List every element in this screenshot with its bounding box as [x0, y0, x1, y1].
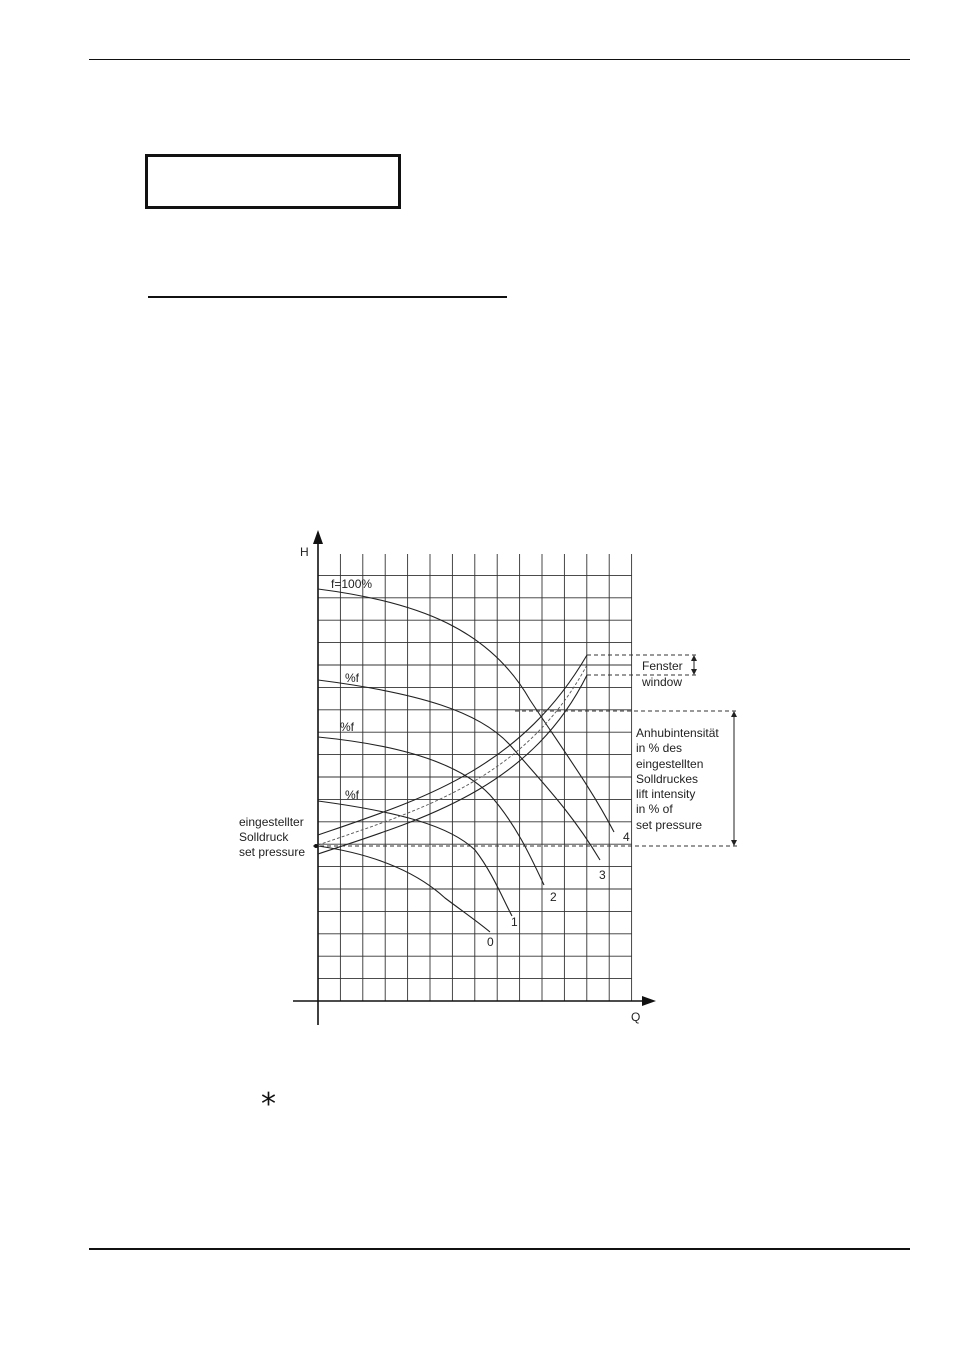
lift-label-line-1: Anhubintensität [636, 726, 719, 740]
diagram-grid [318, 554, 632, 1001]
axes [293, 540, 648, 1025]
set-pressure-label-line-3: set pressure [239, 845, 306, 859]
window-label-en: window [642, 675, 683, 689]
curve-label-pct-c: %f [345, 788, 360, 802]
lift-label-line-5: lift intensity [636, 787, 696, 801]
curve-number-1: 1 [511, 915, 518, 929]
curve-3 [318, 680, 600, 860]
curve-2 [318, 737, 544, 885]
curve-label-pct-b: %f [340, 720, 355, 734]
y-axis-arrow [313, 530, 323, 544]
x-axis-label: Q [631, 1010, 641, 1024]
set-pressure-label-line-1: eingestellter [239, 815, 304, 829]
curve-1 [318, 801, 512, 916]
dimension-markers [694, 656, 734, 845]
window-label-de: Fenster [642, 659, 683, 673]
lift-label-line-6: in % of [636, 802, 673, 816]
y-axis-label: H [300, 545, 309, 559]
lift-label-line-4: Solldruckes [636, 772, 699, 786]
set-pressure-label-line-2: Solldruck [239, 830, 289, 844]
curve-number-4: 4 [623, 830, 630, 844]
lift-label-line-3: eingestellten [636, 757, 704, 771]
curve-number-2: 2 [550, 890, 557, 904]
curve-label-pct-a: %f [345, 671, 360, 685]
set-pressure-dot [314, 844, 318, 848]
lift-label-line-2: in % des [636, 741, 683, 755]
x-axis-arrow [642, 996, 656, 1006]
footnote-asterisk: * [261, 1087, 276, 1122]
curve-label-top: f=100% [331, 577, 373, 591]
curve-number-3: 3 [599, 868, 606, 882]
curve-number-0: 0 [487, 935, 494, 949]
footer-rule [89, 1248, 910, 1250]
lift-label-line-7: set pressure [636, 818, 703, 832]
